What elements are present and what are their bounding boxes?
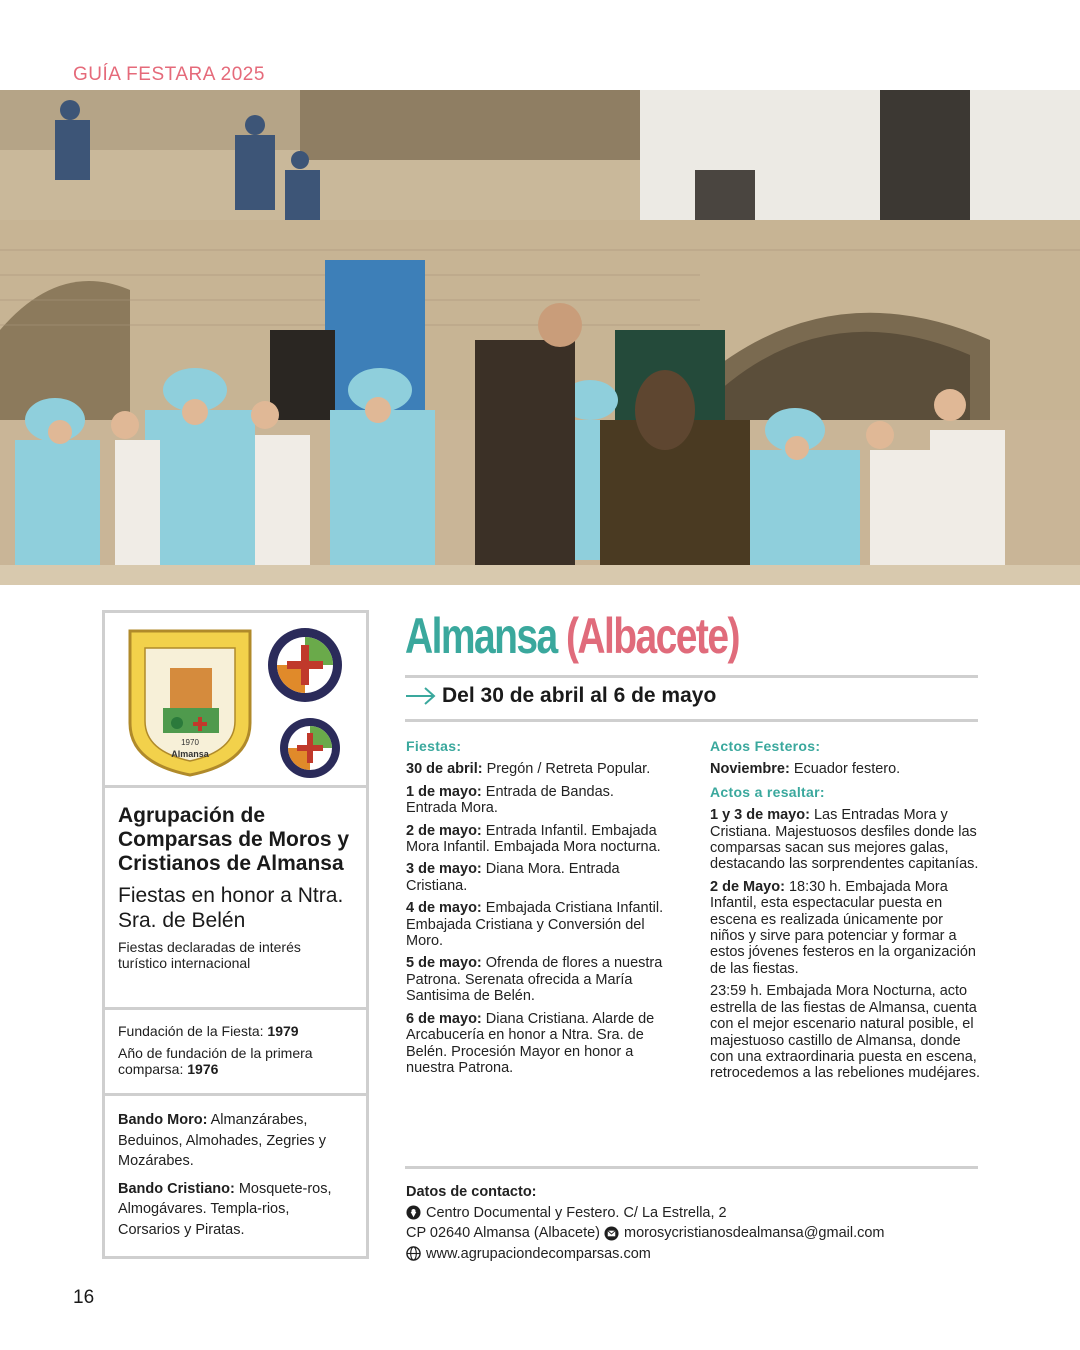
- interest-declaration: Fiestas declaradas de interés turístico internacional: [118, 939, 301, 971]
- logos-illustration: [105, 613, 366, 788]
- organization-block: [105, 788, 366, 1010]
- fiestas-list: [406, 761, 668, 1076]
- entry-text: Diana Cristiana. Alarde de Arcabucería en honor a Ntra. Sra. de Belén. Procesión Mayor en honor a nuestra Patrona.: [406, 1010, 655, 1076]
- address-line-2: [406, 1223, 885, 1244]
- festival-scene-illustration: [0, 90, 1080, 585]
- entry-text: 18:30 h. Embajada Mora Infantil, esta espectacular puesta en escena es realizada únicamente por niños y sirve para potenciar y formar a estos jóvenes festeros en la organización de las fiestas.: [710, 878, 976, 977]
- program-entry: [710, 983, 980, 1081]
- entry-date: 1 y 3 de mayo:: [710, 807, 810, 824]
- website-link[interactable]: www.agrupaciondecomparsas.com: [426, 1245, 651, 1262]
- info-sidebar: [102, 610, 369, 1259]
- entry-text: Pregón / Retreta Popular.: [486, 761, 651, 778]
- website-line: [406, 1244, 885, 1265]
- bando-cristiano-label: Bando Cristiano:: [118, 1180, 235, 1197]
- bando-cristiano: [118, 1179, 353, 1241]
- bando-cristiano-text: Mosquete-ros, Almogávares. Templa-rios, Corsarios y Piratas.: [118, 1180, 332, 1238]
- bando-moro: [118, 1110, 353, 1172]
- foundation-line: [118, 1023, 353, 1039]
- entry-date: 6 de mayo:: [406, 1010, 482, 1027]
- contact-heading: Datos de contacto:: [406, 1184, 537, 1200]
- program-entry: [406, 861, 668, 894]
- email-address[interactable]: morosycristianosdealmansa@gmail.com: [624, 1225, 885, 1241]
- fiestas-heading: Fiestas:: [406, 738, 462, 754]
- entry-date: 3 de mayo:: [406, 861, 482, 878]
- actos-column: [710, 738, 980, 1088]
- organization-name: Agrupación de Comparsas de Moros y Cristianos de Almansa: [118, 804, 350, 875]
- festival-dates: Del 30 de abril al 6 de mayo: [442, 684, 717, 707]
- address-text-1: Centro Documental y Festero. C/ La Estrella, 2: [426, 1204, 727, 1221]
- hero-photo: [0, 90, 1080, 585]
- page-title: [405, 603, 739, 669]
- entry-date: 1 de mayo:: [406, 783, 482, 800]
- entry-date: 5 de mayo:: [406, 955, 482, 972]
- resaltar-list: [710, 807, 980, 1082]
- program-entry: [406, 761, 668, 777]
- divider-bottom: [405, 1166, 978, 1169]
- running-header: GUÍA FESTARA 2025: [73, 64, 265, 85]
- bandos-block: [105, 1096, 366, 1240]
- title-province: (Albacete): [565, 608, 739, 664]
- program-entry: [710, 807, 980, 873]
- festival-subtitle: Fiestas en honor a Ntra. Sra. de Belén: [118, 884, 344, 932]
- email-icon: [604, 1226, 619, 1241]
- entry-text: Embajada Cristiana Infantil. Embajada Cristiana y Conversión del Moro.: [406, 900, 664, 950]
- globe-icon: [406, 1246, 421, 1261]
- foundation-block: [105, 1010, 366, 1096]
- program-entry: [710, 761, 980, 777]
- contact-block: [406, 1182, 885, 1264]
- foundation-label: Fundación de la Fiesta:: [118, 1023, 264, 1039]
- dates-row: [405, 684, 716, 708]
- divider-top: [405, 675, 978, 678]
- bando-moro-label: Bando Moro:: [118, 1112, 208, 1128]
- entry-date: 2 de mayo:: [406, 822, 482, 839]
- entry-date: 2 de Mayo:: [710, 878, 785, 895]
- embajadas-infantiles-logo: [280, 718, 340, 778]
- crest-town: Almansa: [171, 749, 209, 759]
- program-entry: [406, 1011, 668, 1077]
- cross-emblem-logo: [268, 628, 342, 702]
- actos-list: [710, 761, 980, 777]
- program-entry: [406, 823, 668, 856]
- first-comparsa-year: 1976: [187, 1061, 219, 1077]
- actos-heading: Actos Festeros:: [710, 738, 821, 754]
- program-entry: [406, 955, 668, 1004]
- address-text-2: CP 02640 Almansa (Albacete): [406, 1225, 600, 1241]
- entry-date: Noviembre:: [710, 761, 790, 778]
- agrupacion-crest-logo: [130, 631, 250, 775]
- program-entry: [710, 879, 980, 977]
- foundation-year: 1979: [267, 1023, 299, 1039]
- entry-text: Ecuador festero.: [793, 761, 901, 778]
- arrow-right-icon: [405, 686, 437, 706]
- first-comparsa-line: [118, 1045, 353, 1077]
- entry-date: 4 de mayo:: [406, 900, 482, 917]
- first-comparsa-label: Año de fundación de la primera comparsa:: [118, 1045, 313, 1077]
- location-pin-icon: [406, 1205, 421, 1220]
- entry-date: 30 de abril:: [406, 761, 483, 778]
- entry-text: Entrada de Bandas. Entrada Mora.: [406, 783, 614, 817]
- entry-text: Diana Mora. Entrada Cristiana.: [406, 861, 620, 894]
- divider-middle: [405, 719, 978, 722]
- title-city: Almansa: [405, 608, 557, 664]
- crest-year: 1970: [181, 738, 199, 747]
- logos-area: [105, 613, 366, 788]
- entry-text: Ofrenda de flores a nuestra Patrona. Serenata ofrecida a María Santisima de Belén.: [406, 955, 663, 1005]
- page-number: 16: [73, 1287, 95, 1308]
- entry-text: Las Entradas Mora y Cristiana. Majestuosos desfiles donde las comparsas sacan sus mejores galas, destacando las sorprendentes capitanías.: [710, 807, 979, 873]
- resaltar-heading: Actos a resaltar:: [710, 783, 825, 800]
- program-entry: [406, 900, 668, 949]
- entry-text: Entrada Infantil. Embajada Mora Infantil. Embajada Mora nocturna.: [406, 822, 661, 856]
- bando-moro-text: Almanzárabes, Beduinos, Almohades, Zegries y Mozárabes.: [118, 1112, 326, 1169]
- program-entry: [406, 784, 668, 817]
- entry-text: 23:59 h. Embajada Mora Nocturna, acto estrella de las fiestas de Almansa, cuenta con el mejor escenario natural posible, el majestuoso castillo de Almansa, donde con una extraordinaria puesta en escena, retrocedemos a las rebeliones mudéjares.: [710, 983, 980, 1082]
- address-line-1: [406, 1203, 885, 1224]
- fiestas-column: [406, 738, 668, 1082]
